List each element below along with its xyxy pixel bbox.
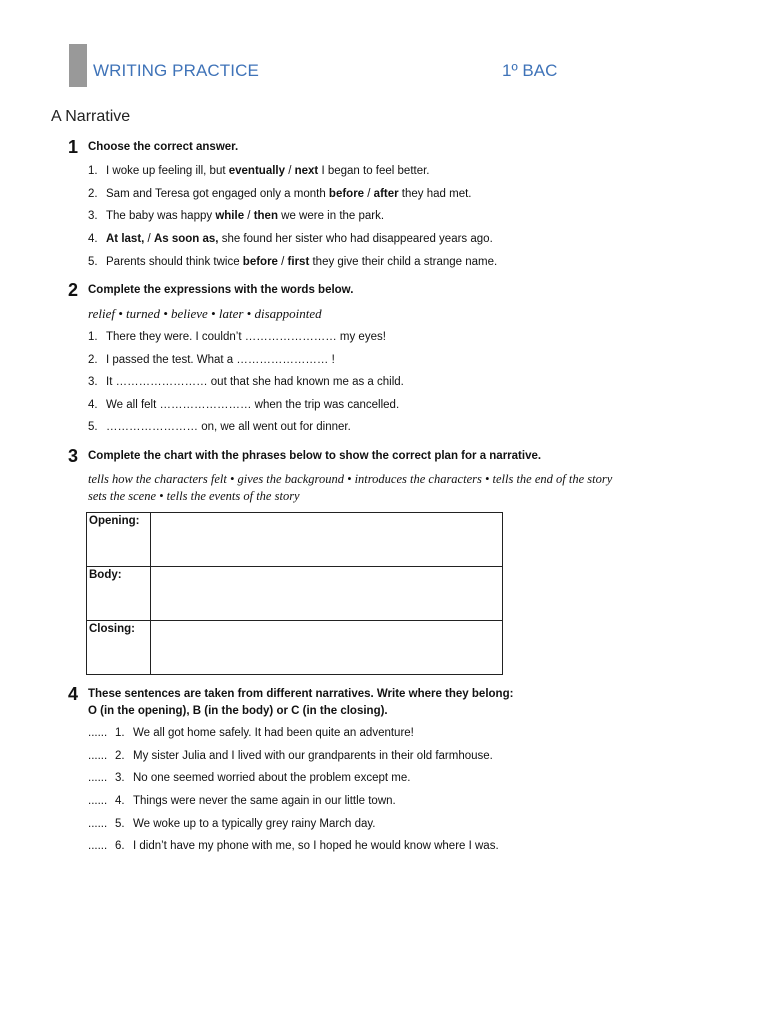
worksheet-title: WRITING PRACTICE xyxy=(93,61,259,80)
exercise-2-item: 4. We all felt …………………… when the trip was cancelled. xyxy=(88,399,400,411)
header-accent-bar xyxy=(69,44,87,87)
chart-label-closing: Closing: xyxy=(87,621,151,675)
section-title: A Narrative xyxy=(51,108,131,125)
exercise-2-item: 3. It …………………… out that she had known me as a child. xyxy=(88,376,404,388)
exercise-4-item: ...... 1. We all got home safely. It had been quite an adventure! xyxy=(88,727,414,739)
chart-label-opening: Opening: xyxy=(87,513,151,567)
chart-answer-cell-body[interactable] xyxy=(151,567,503,621)
exercise-4-item: ...... 5. We woke up to a typically grey rainy March day. xyxy=(88,818,376,830)
exercise-4-number: 4 xyxy=(68,684,79,704)
exercise-2-instruction: Complete the expressions with the words below. xyxy=(88,284,354,296)
exercise-1-item: 3. The baby was happy while / then we were in the park. xyxy=(88,210,385,222)
exercise-2-number: 2 xyxy=(68,280,79,300)
answer-blank[interactable]: ...... xyxy=(88,795,108,807)
exercise-1-item: 2. Sam and Teresa got engaged only a month before / after they had met. xyxy=(88,188,472,200)
exercise-2-item: 5. …………………… on, we all went out for dinner. xyxy=(88,421,351,433)
exercise-3-phrase-bank-line-1: tells how the characters felt • gives the background • introduces the characters • tells the end of the story xyxy=(88,472,613,486)
exercise-3-number: 3 xyxy=(68,446,79,466)
exercise-4-item: ...... 2. My sister Julia and I lived with our grandparents in their old farmhouse. xyxy=(88,750,493,762)
exercise-1-item: 5. Parents should think twice before / first they give their child a strange name. xyxy=(88,256,498,268)
exercise-4-item: ...... 6. I didn’t have my phone with me, so I hoped he would know where I was. xyxy=(88,840,499,852)
course-level: 1º BAC xyxy=(502,61,558,80)
narrative-plan-chart xyxy=(86,512,503,675)
answer-blank[interactable]: ...... xyxy=(88,727,108,739)
answer-blank[interactable]: ...... xyxy=(88,750,108,762)
chart-answer-cell-opening[interactable] xyxy=(151,513,503,567)
exercise-4-item: ...... 4. Things were never the same again in our little town. xyxy=(88,795,396,807)
exercise-1-instruction: Choose the correct answer. xyxy=(88,141,239,153)
exercise-2-item: 2. I passed the test. What a …………………… ! xyxy=(88,354,335,366)
chart-answer-cell-closing[interactable] xyxy=(151,621,503,675)
exercise-2-item: 1. There they were. I couldn’t …………………… my eyes! xyxy=(88,331,386,343)
exercise-4-instruction-line-1: These sentences are taken from different narratives. Write where they belong: xyxy=(88,688,514,700)
chart-row-body xyxy=(87,567,503,621)
exercise-1-number: 1 xyxy=(68,137,79,157)
exercise-3-phrase-bank-line-2: sets the scene • tells the events of the story xyxy=(88,489,300,503)
exercise-1-item: 4. At last, / As soon as, she found her sister who had disappeared years ago. xyxy=(88,233,493,245)
answer-blank[interactable]: ...... xyxy=(88,772,108,784)
answer-blank[interactable]: ...... xyxy=(88,818,108,830)
exercise-4-instruction-line-2: O (in the opening), B (in the body) or C (in the closing). xyxy=(88,705,388,717)
exercise-2-word-bank: relief • turned • believe • later • disappointed xyxy=(88,306,322,321)
exercise-4-item: ...... 3. No one seemed worried about the problem except me. xyxy=(88,772,411,784)
chart-row-opening xyxy=(87,513,503,567)
answer-blank[interactable]: ...... xyxy=(88,840,108,852)
chart-row-closing xyxy=(87,621,503,675)
chart-label-body: Body: xyxy=(87,567,151,621)
exercise-3-instruction: Complete the chart with the phrases below to show the correct plan for a narrative. xyxy=(88,450,542,462)
exercise-1-item: 1. I woke up feeling ill, but eventually / next I began to feel better. xyxy=(88,165,430,177)
